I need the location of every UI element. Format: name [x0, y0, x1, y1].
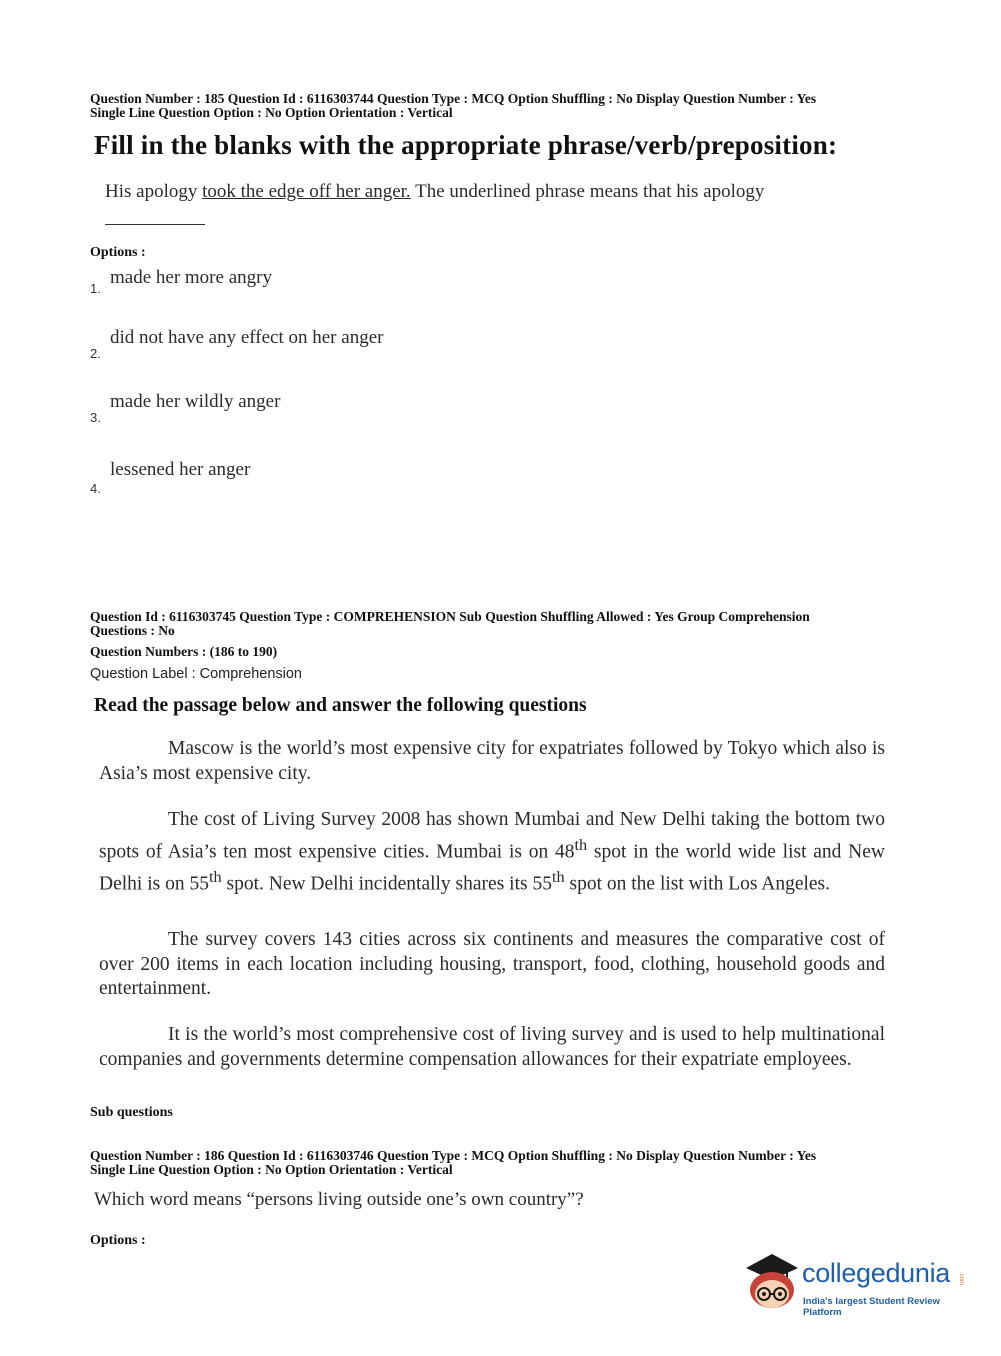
logo-wordmark: collegedunia: [802, 1258, 951, 1288]
logo-com: .com: [958, 1272, 964, 1286]
meta-line: Single Line Question Option : No Option Orientation : Vertical: [90, 1162, 453, 1177]
option-number: 3.: [90, 410, 101, 425]
sub-questions-label: Sub questions: [90, 1105, 173, 1120]
stem-text: His apology: [105, 181, 203, 202]
underlined-phrase: took the edge off her anger.: [202, 181, 411, 202]
passage-text: The cost of Living Survey 2008 has shown Mumbai and New Delhi taking the bottom two spots of Asia’s ten most expensive cities. Mumbai is on 48: [99, 809, 885, 862]
ordinal-suffix: th: [551, 867, 565, 886]
passage-text: spot in the world wide list and New Delhi is on 55: [99, 841, 886, 894]
stem-text: The underlined phrase means that his apology: [410, 181, 765, 202]
question-meta: [90, 92, 920, 120]
option-number: 4.: [90, 481, 101, 496]
collegedunia-logo[interactable]: [742, 1250, 972, 1316]
passage-paragraph: It is the world’s most comprehensive cost of living survey and is used to help multinational companies and governments determine compensation allowances for their expatriate employees.: [99, 1024, 885, 1070]
meta-line: Question Id : 6116303745 Question Type : COMPREHENSION Sub Question Shuffling Allowed : Yes Group Comprehension: [90, 609, 810, 624]
ordinal-suffix: th: [208, 867, 222, 886]
option-text[interactable]: lessened her anger: [110, 459, 251, 480]
passage-paragraph: The survey covers 143 cities across six continents and measures the comparative cost of over 200 items in each location including housing, transport, food, clothing, household goods and entertainment.: [99, 929, 885, 999]
passage-text: spot. New Delhi incidentally shares its 55: [221, 873, 552, 894]
question-numbers: Question Numbers : (186 to 190): [90, 644, 278, 659]
question-heading: Fill in the blanks with the appropriate phrase/verb/preposition:: [94, 130, 838, 160]
options-label: Options :: [90, 1233, 146, 1248]
answer-blank: [105, 224, 205, 225]
meta-line: Single Line Question Option : No Option Orientation : Vertical: [90, 105, 453, 120]
options-label: Options :: [90, 245, 146, 260]
meta-line: Question Number : 185 Question Id : 6116303744 Question Type : MCQ Option Shuffling : No Display Question Number : Yes: [90, 91, 817, 106]
option-number: 1.: [90, 281, 101, 296]
passage-text: spot on the list with Los Angeles.: [564, 873, 831, 894]
meta-line: Questions : No: [90, 623, 175, 638]
question-stem: Which word means “persons living outside one’s own country”?: [94, 1189, 584, 1210]
mascot-icon: [742, 1250, 802, 1312]
meta-line: Question Number : 186 Question Id : 6116303746 Question Type : MCQ Option Shuffling : No Display Question Number : Yes: [90, 1148, 817, 1163]
question-meta: [90, 1149, 920, 1177]
option-number: 2.: [90, 346, 101, 361]
ordinal-suffix: th: [574, 835, 588, 854]
question-stem: [105, 181, 764, 203]
comprehension-meta: [90, 610, 920, 638]
passage-paragraph: Mascow is the world’s most expensive city for expatriates followed by Tokyo which also is Asia’s most expensive city.: [99, 738, 885, 784]
option-text[interactable]: made her wildly anger: [110, 391, 281, 412]
question-label: Question Label : Comprehension: [90, 666, 302, 682]
logo-tagline: India's largest Student Review Platform: [803, 1296, 940, 1318]
passage-heading: Read the passage below and answer the following questions: [94, 695, 587, 716]
passage-paragraph: [99, 808, 885, 897]
option-text[interactable]: did not have any effect on her anger: [110, 327, 384, 348]
option-text[interactable]: made her more angry: [110, 267, 272, 288]
